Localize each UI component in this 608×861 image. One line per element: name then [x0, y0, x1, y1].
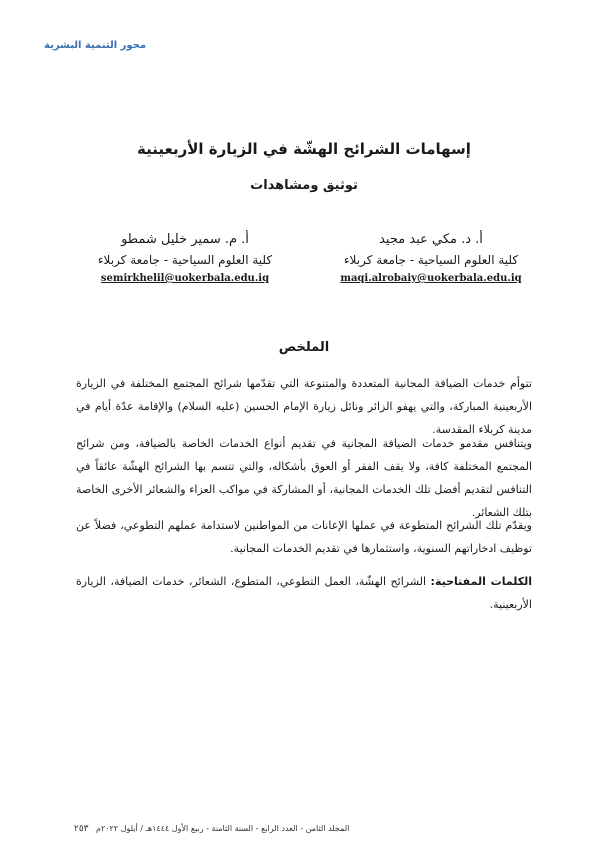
abstract-paragraph-2: ويتنافس مقدمو خدمات الضيافة المجانية في تقديم أنواع الخدمات الخاصة بالضيافة، ومن شرائح المجتمع المختلفة كافة، ولا يقف الفقر أو العوق بأشكاله، والتي تتسم بها الشرائح الهشّة عائقاً في التنافس لتقديم أفضل تلك الخدمات المجانية، أو المشاركة في مواكب العزاء والشعائر الأخرى الخاصة بتلك الشعائر. — [76, 437, 532, 519]
keywords-line — [76, 570, 532, 616]
author-name: أ. م. سمير خليل شمطو — [121, 232, 249, 247]
paper-title: إسهامات الشرائح الهشّة في الزيارة الأربعينية — [137, 140, 471, 158]
journal-footer: المجلد الثامن - العدد الرابع - السنة الثامنة - ربيع الأول ١٤٤٤هـ / أيلول ٢٠٢٢م — [96, 824, 350, 833]
page-number: ٢٥٣ — [74, 824, 89, 834]
keywords-label: الكلمات المفتاحية: — [430, 575, 532, 588]
abstract-paragraph-3: ويقدّم تلك الشرائح المتطوعة في عملها الإعانات من المواطنين لاستدامة عملهم التطوعي، فضلاً عن توظيف ادخاراتهم السنوية، واستثمارها في تقديم الخدمات المجانية. — [76, 519, 532, 555]
paper-subtitle: توثيق ومشاهدات — [250, 178, 358, 193]
abstract-paragraph-1: تتوأم خدمات الضيافة المجانية المتعددة والمتنوعة التي تقدّمها شرائح المجتمع المختلفة في الزيارة الأربعينية المباركة، والتي يهفو الزائر ونائل زيارة الإمام الحسين (عليه السلام) والإقامة عدّة أيام في مدينة كربلاء المقدسة. — [76, 377, 532, 436]
author-affiliation: كلية العلوم السياحية - جامعة كربلاء — [343, 253, 519, 267]
abstract-heading: الملخص — [278, 340, 330, 355]
author-block-2 — [70, 232, 300, 284]
author-name: أ. د. مكي عبد مجيد — [379, 232, 483, 247]
author-affiliation: كلية العلوم السياحية - جامعة كربلاء — [97, 253, 273, 267]
author-email-link[interactable]: maqi.alrobaiy@uokerbala.edu.iq — [340, 273, 522, 284]
author-email-link[interactable]: semirkhelil@uokerbala.edu.iq — [100, 273, 270, 284]
section-header-label: محور التنمية البشرية — [44, 40, 147, 51]
keywords-text: الشرائح الهشّة، العمل التطوعي، المتطوع، الشعائر، خدمات الضيافة، الزيارة الأربعينية. — [76, 575, 532, 611]
author-block-1 — [316, 232, 546, 284]
